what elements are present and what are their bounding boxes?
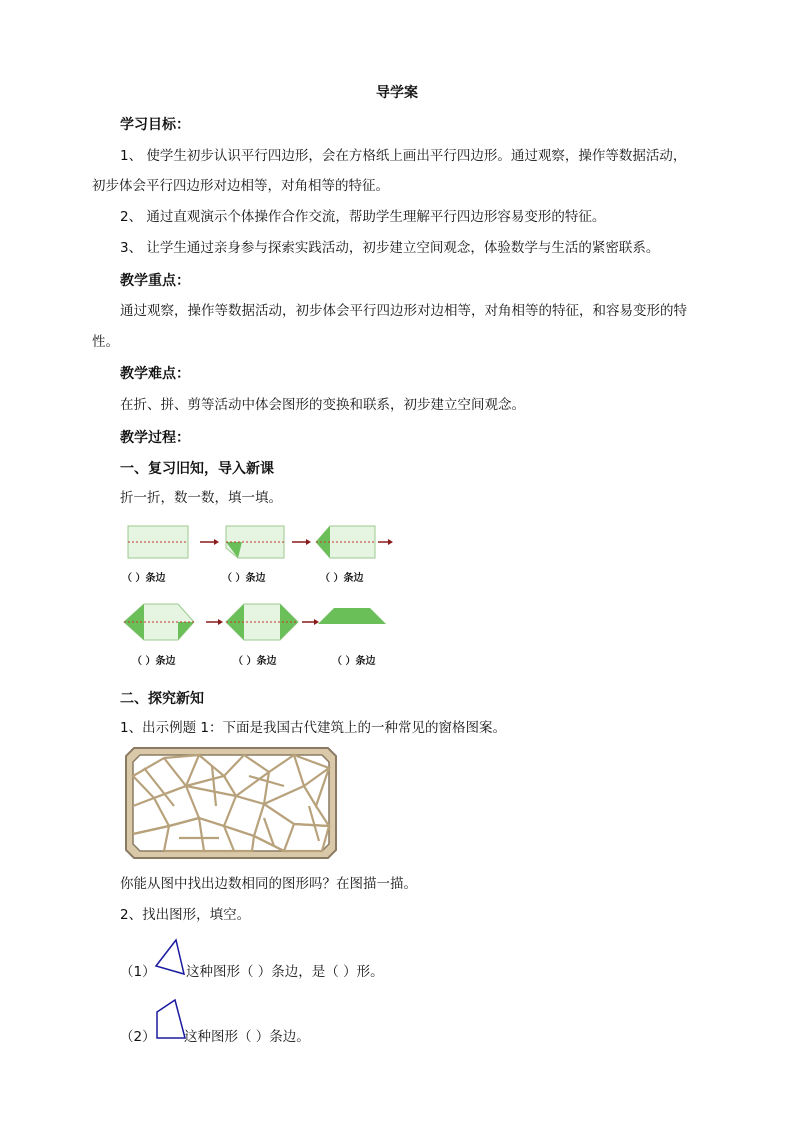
difficulty-heading: 教学难点：	[120, 366, 190, 382]
page-title: 导学案	[376, 85, 418, 101]
folding-row-1	[120, 522, 400, 562]
q1-text: 这种图形（ ）条边，是（ ）形。	[186, 964, 384, 980]
section2-task: 2、找出图形，填空。	[120, 907, 251, 923]
folded-corner-3	[316, 526, 330, 558]
arrow-2-head	[306, 539, 311, 545]
caption-5: （ ）条边	[233, 656, 277, 667]
difficulty-text: 在折、拼、剪等活动中体会图形的变换和联系，初步建立空间观念。	[120, 397, 525, 413]
key-points-line-1: 通过观察，操作等数据活动，初步体会平行四边形对边相等，对角相等的特征，和容易变形的特	[120, 303, 687, 319]
q2-text: 这种图形（ ）条边。	[184, 1029, 310, 1045]
key-points-line-2: 性。	[92, 334, 119, 350]
goal-item-2: 2、 通过直观演示个体操作合作交流，帮助学生理解平行四边形容易变形的特征。	[120, 209, 606, 225]
section1-instruction: 折一折，数一数，填一填。	[120, 490, 282, 506]
process-heading: 教学过程：	[120, 430, 190, 446]
goal-item-1-cont: 初步体会平行四边形对边相等，对角相等的特征。	[92, 178, 389, 194]
section2-question: 你能从图中找出边数相同的图形吗？在图描一描。	[120, 876, 417, 892]
trapezoid-result	[318, 608, 386, 624]
goal-item-3: 3、 让学生通过亲身参与探索实践活动，初步建立空间观念，体验数学与生活的紧密联系。	[120, 240, 660, 256]
window-lattice-image	[124, 746, 338, 860]
folding-row-2	[120, 602, 390, 646]
caption-4: （ ）条边	[132, 656, 176, 667]
arrow-4-head	[218, 619, 223, 625]
caption-6: （ ）条边	[332, 656, 376, 667]
section2-heading: 二、探究新知	[120, 691, 204, 707]
q2-number: （2）	[120, 1029, 156, 1045]
caption-3: （ ）条边	[320, 573, 364, 584]
arrow-3-head	[388, 539, 393, 545]
triangle-icon	[156, 940, 184, 974]
q1-number: （1）	[120, 964, 156, 980]
section2-example: 1、出示例题 1：下面是我国古代建筑上的一种常见的窗格图案。	[120, 720, 506, 736]
arrow-1-head	[214, 539, 219, 545]
arrow-5-head	[314, 619, 319, 625]
caption-1: （ ）条边	[122, 573, 166, 584]
goal-item-1: 1、 使学生初步认识平行四边形，会在方格纸上画出平行四边形。通过观察，操作等数据活动，	[120, 148, 687, 164]
goals-heading: 学习目标：	[120, 117, 190, 133]
key-points-heading: 教学重点：	[120, 273, 190, 289]
section1-heading: 一、复习旧知，导入新课	[120, 461, 274, 477]
triangle-shape	[154, 938, 188, 978]
quadrilateral-icon	[157, 1000, 185, 1038]
caption-2: （ ）条边	[222, 573, 266, 584]
